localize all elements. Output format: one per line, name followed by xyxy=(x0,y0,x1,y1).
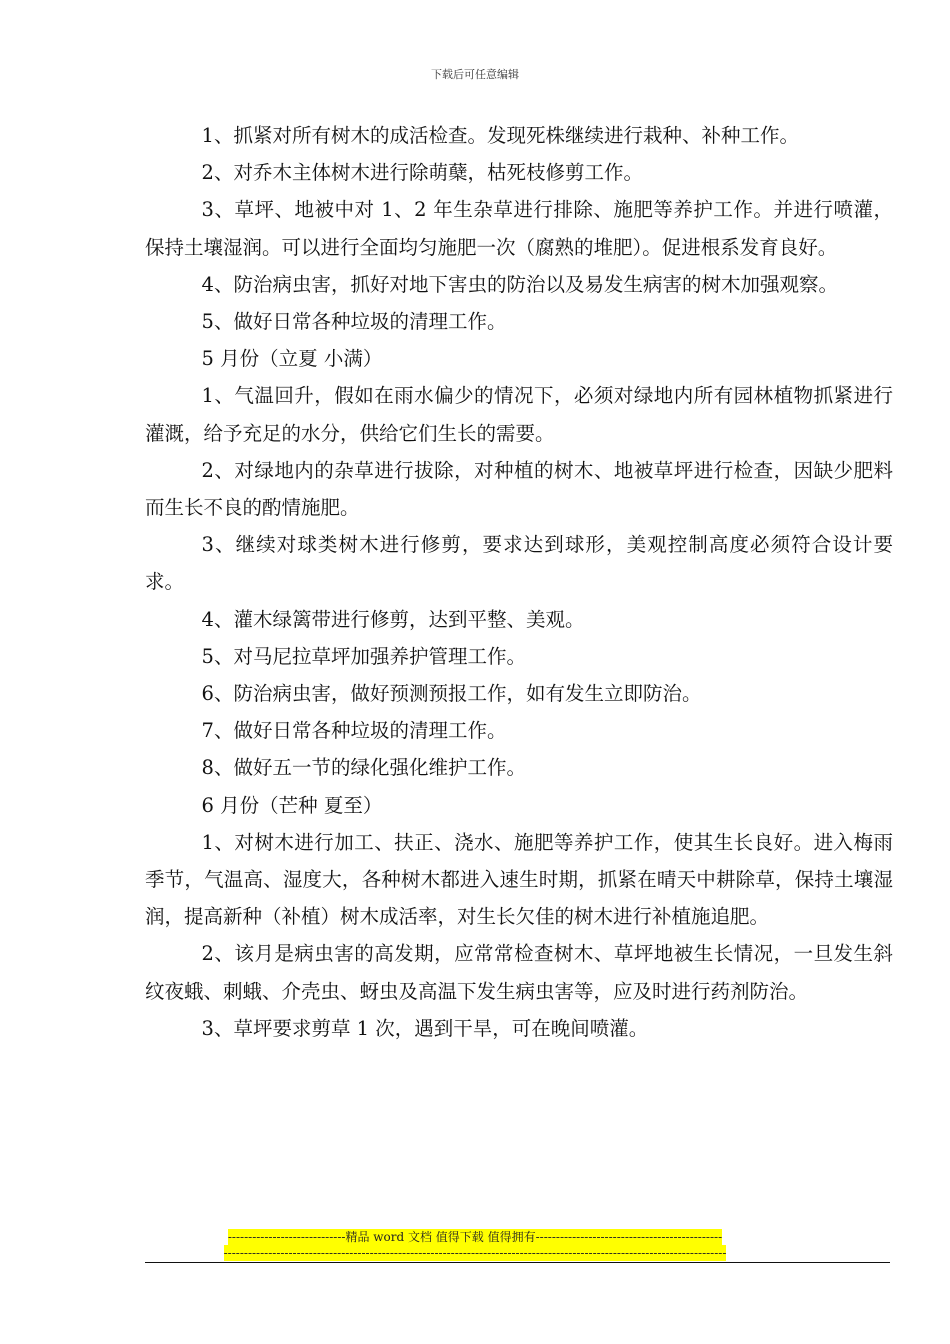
paragraph: 4、防治病虫害，抓好对地下害虫的防治以及易发生病害的树木加强观察。 xyxy=(201,272,838,296)
month-heading: 6 月份（芒种 夏至） xyxy=(201,793,383,817)
paragraph: 8、做好五一节的绿化强化维护工作。 xyxy=(201,756,526,780)
paragraph: 2、该月是病虫害的高发期，应常常检查树木、草坪地被生长情况，一旦发生斜纹夜蛾、刺蛾、介壳虫、蚜虫及高温下发生病虫害等，应及时进行药剂防治。 xyxy=(145,942,893,1003)
paragraph: 5、对马尼拉草坪加强养护管理工作。 xyxy=(201,644,526,668)
paragraph: 6、防治病虫害，做好预测预报工作，如有发生立即防治。 xyxy=(201,682,702,706)
month-heading: 5 月份（立夏 小满） xyxy=(201,347,383,371)
footer-banner xyxy=(0,1229,950,1261)
paragraph: 1、抓紧对所有树木的成活检查。发现死株继续进行栽种、补种工作。 xyxy=(201,124,799,147)
paragraph: 3、草坪、地被中对 1、2 年生杂草进行排除、施肥等养护工作。并进行喷灌，保持土壤湿润。可以进行全面均匀施肥一次（腐熟的堆肥）。促进根系发育良好。 xyxy=(145,198,893,259)
footer-banner-line: -----------------------------精品 word 文档 值得下载 值得拥有---------------------------------------------- xyxy=(227,1230,723,1244)
paragraph: 7、做好日常各种垃圾的清理工作。 xyxy=(201,719,507,743)
paragraph: 1、对树木进行加工、扶正、浇水、施肥等养护工作，使其生长良好。进入梅雨季节，气温高、湿度大，各种树木都进入速生时期，抓紧在晴天中耕除草，保持土壤湿润，提高新种（补植）树木成活率，对生长欠佳的树木进行补植施追肥。 xyxy=(145,830,893,929)
document-body xyxy=(145,117,893,1047)
footer-divider xyxy=(145,1262,890,1263)
paragraph: 4、灌木绿篱带进行修剪，达到平整、美观。 xyxy=(201,607,585,631)
paragraph: 5、做好日常各种垃圾的清理工作。 xyxy=(201,310,507,334)
paragraph: 3、继续对球类树木进行修剪，要求达到球形，美观控制高度必须符合设计要求。 xyxy=(145,533,893,594)
paragraph: 3、草坪要求剪草 1 次，遇到干旱，可在晚间喷灌。 xyxy=(201,1016,649,1040)
paragraph: 1、气温回升，假如在雨水偏少的情况下，必须对绿地内所有园林植物抓紧进行灌溉，给予充足的水分，供给它们生长的需要。 xyxy=(145,384,893,445)
footer-banner-line: ---------------------------------------------------------------------------------------------------------------------------- xyxy=(223,1246,727,1260)
page-header-note: 下载后可任意编辑 xyxy=(431,68,519,81)
paragraph: 2、对绿地内的杂草进行拔除，对种植的树木、地被草坪进行检查，因缺少肥料而生长不良的酌情施肥。 xyxy=(145,458,893,520)
paragraph: 2、对乔木主体树木进行除萌蘖，枯死枝修剪工作。 xyxy=(201,161,643,185)
